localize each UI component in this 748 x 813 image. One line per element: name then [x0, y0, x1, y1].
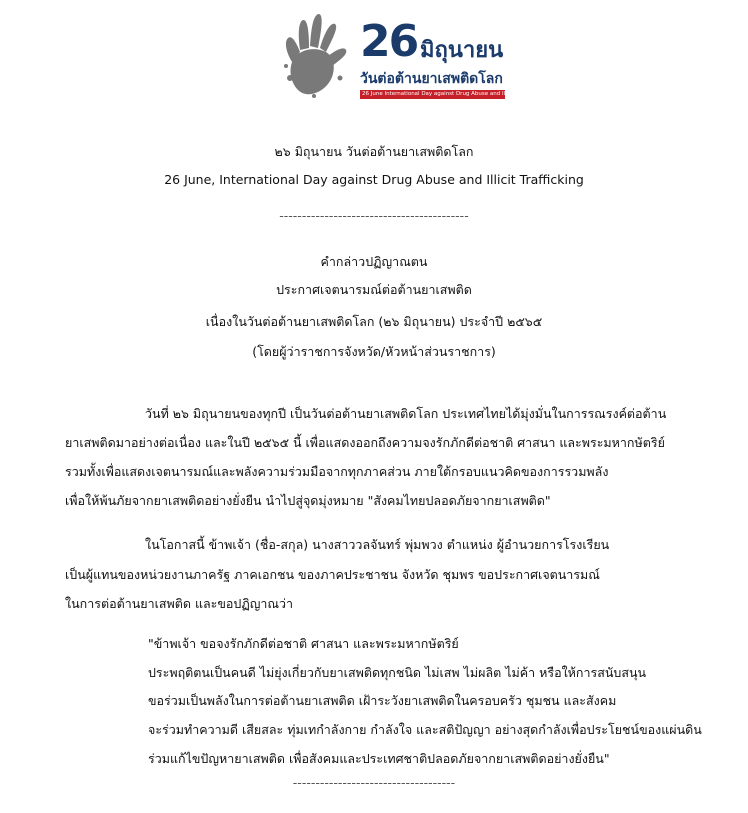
- oath-line: "ข้าพเจ้า ขอจงรักภักดีต่อชาติ ศาสนา และพระมหากษัตริย์: [148, 636, 459, 651]
- paragraph-2-line: ในการต่อต้านยาเสพติด และขอปฏิญาณว่า: [65, 596, 294, 611]
- declaration-title-2: ประกาศเจตนารมณ์ต่อต้านยาเสพติด: [276, 282, 472, 297]
- paragraph-1-line: วันที่ ๒๖ มิถุนายนของทุกปี เป็นวันต่อต้านยาเสพติดโลก ประเทศไทยได้มุ่งมั่นในการรณรงค์ต่อต้าน: [145, 406, 667, 421]
- paragraph-1-line: ยาเสพติดมาอย่างต่อเนื่อง และในปี ๒๕๖๕ นี้ เพื่อแสดงออกถึงความจงรักภักดีต่อชาติ ศาสนา และพระมหากษัตริย์: [65, 435, 665, 450]
- declaration-title-3: เนื่องในวันต่อต้านยาเสพติดโลก (๒๖ มิถุนายน) ประจำปี ๒๕๖๕: [205, 314, 543, 329]
- header-separator: ------------------------------------------: [279, 208, 469, 223]
- declaration-title-4: (โดยผู้ว่าราชการจังหวัด/หัวหน้าส่วนราชการ): [252, 344, 496, 359]
- paragraph-2-line: ในโอกาสนี้ ข้าพเจ้า (ชื่อ-สกุล) นางสาววลจันทร์ พุ่มพวง ตำแหน่ง ผู้อำนวยการโรงเรียน: [145, 537, 610, 552]
- oath-line: ร่วมแก้ไขปัญหายาเสพติด เพื่อสังคมและประเทศชาติปลอดภัยจากยาเสพติดอย่างยั่งยืน": [148, 751, 610, 766]
- oath-line: จะร่วมทำความดี เสียสละ ทุ่มเทกำลังกาย กำลังใจ และสติปัญญา อย่างสุดกำลังเพื่อประโยชน์ของแผ่นดิน: [148, 722, 702, 737]
- paragraph-2-line: เป็นผู้แทนของหน่วยงานภาครัฐ ภาคเอกชน ของภาคประชาชน จังหวัด ชุมพร ขอประกาศเจตนารมณ์: [65, 567, 600, 582]
- campaign-logo: [278, 8, 545, 100]
- logo-number: 26: [360, 16, 418, 67]
- footer-separator: ------------------------------------: [292, 775, 456, 790]
- declaration-title-1: คำกล่าวปฏิญาณตน: [320, 254, 428, 269]
- paragraph-1-line: รวมทั้งเพื่อแสดงเจตนารมณ์และพลังความร่วมมือจากทุกภาคส่วน ภายใต้กรอบแนวคิดของการรวมพลัง: [65, 464, 609, 479]
- thai-title: ๒๖ มิถุนายน วันต่อต้านยาเสพติดโลก: [274, 144, 474, 159]
- english-title: 26 June, International Day against Drug Abuse and Illicit Trafficking: [164, 172, 584, 187]
- handprint-icon: [278, 8, 358, 100]
- logo-strip-text: 26 June International Day against Drug Abuse and Illicit Trafficking: [362, 91, 545, 97]
- oath-line: ขอร่วมเป็นพลังในการต่อต้านยาเสพติด เฝ้าระวังยาเสพติดในครอบครัว ชุมชน และสังคม: [148, 693, 617, 708]
- logo-title-top: มิถุนายน: [420, 38, 504, 63]
- paragraph-1-line: เพื่อให้พ้นภัยจากยาเสพติดอย่างยั่งยืน นำไปสู่จุดมุ่งหมาย "สังคมไทยปลอดภัยจากยาเสพติด": [65, 493, 551, 508]
- logo-title-bottom: วันต่อต้านยาเสพติดโลก: [360, 71, 503, 87]
- oath-line: ประพฤติตนเป็นคนดี ไม่ยุ่งเกี่ยวกับยาเสพติดทุกชนิด ไม่เสพ ไม่ผลิต ไม่ค้า หรือให้การสนับสนุน: [148, 665, 647, 680]
